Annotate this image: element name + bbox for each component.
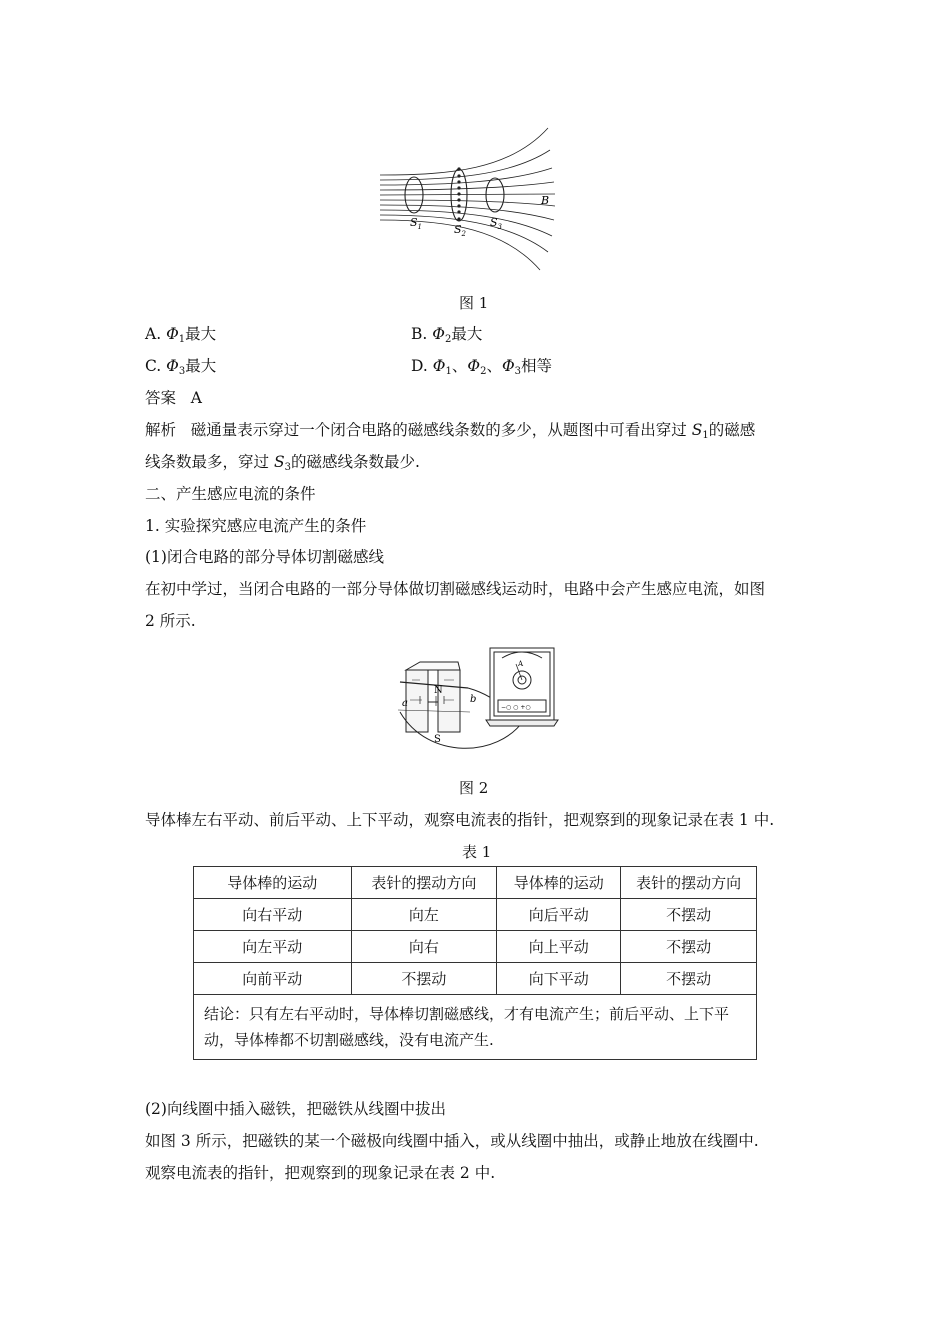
figure2-terminals-label: −○ ○ +○ bbox=[501, 704, 531, 711]
para1-line2: 2 所示. bbox=[145, 612, 196, 630]
analysis-line1: 解析 磁通量表示穿过一个闭合电路的磁感线条数的多少，从题图中可看出穿过 $S_1$的磁感 bbox=[145, 421, 756, 441]
table-cell: 不摆动 bbox=[351, 963, 497, 995]
table-cell: 向左平动 bbox=[194, 931, 352, 963]
table1 bbox=[193, 866, 757, 1060]
table1-caption: 表 1 bbox=[462, 843, 492, 861]
para2: 导体棒左右平动、前后平动、上下平动，观察电流表的指针，把观察到的现象记录在表 1 中. bbox=[145, 811, 775, 829]
figure2-label-a: a bbox=[402, 698, 408, 709]
option-b: B. $\Phi_2$最大 bbox=[411, 325, 483, 345]
figure2-label-s: S bbox=[434, 734, 441, 745]
analysis-line2: 线条数最多，穿过 $S_3$的磁感线条数最少. bbox=[145, 453, 420, 473]
para1-line1: 在初中学过，当闭合电路的一部分导体做切割磁感线运动时，电路中会产生感应电流，如图 bbox=[145, 580, 766, 598]
table1-header-cell: 导体棒的运动 bbox=[194, 867, 352, 899]
figure1-label-b: B bbox=[541, 194, 550, 207]
table-cell: 不摆动 bbox=[621, 963, 757, 995]
table-row bbox=[194, 899, 757, 931]
table-cell: 向右 bbox=[351, 931, 497, 963]
table-cell: 向右平动 bbox=[194, 899, 352, 931]
table-cell: 向左 bbox=[351, 899, 497, 931]
table-row bbox=[194, 931, 757, 963]
table-cell: 向上平动 bbox=[497, 931, 621, 963]
figure1-label-s2: $S_2$ bbox=[454, 223, 467, 238]
figure2-label-n: N bbox=[434, 685, 443, 696]
table1-header-cell: 导体棒的运动 bbox=[497, 867, 621, 899]
sub1-heading: 1. 实验探究感应电流产生的条件 bbox=[145, 517, 367, 535]
table-cell: 向下平动 bbox=[497, 963, 621, 995]
table-cell: 不摆动 bbox=[621, 899, 757, 931]
figure2-label-b: b bbox=[470, 694, 477, 705]
item1-heading: (1)闭合电路的部分导体切割磁感线 bbox=[145, 548, 384, 566]
table1-header-cell: 表针的摆动方向 bbox=[621, 867, 757, 899]
table1-conclusion: 结论：只有左右平动时，导体棒切割磁感线，才有电流产生；前后平动、上下平动，导体棒都不切割磁感线，没有电流产生. bbox=[194, 995, 757, 1060]
para3-line1: 如图 3 所示，把磁铁的某一个磁极向线圈中插入，或从线圈中抽出，或静止地放在线圈中. bbox=[145, 1132, 759, 1150]
figure1-field-lines-diagram bbox=[380, 120, 570, 280]
table-cell: 向前平动 bbox=[194, 963, 352, 995]
table1-header-cell: 表针的摆动方向 bbox=[351, 867, 497, 899]
option-c: C. $\Phi_3$最大 bbox=[145, 357, 217, 377]
option-a: A. $\Phi_1$最大 bbox=[145, 325, 217, 345]
table1-conclusion-row bbox=[194, 995, 757, 1060]
item2-heading: (2)向线圈中插入磁铁，把磁铁从线圈中拔出 bbox=[145, 1100, 446, 1118]
figure1-label-s1: $S_1$ bbox=[410, 216, 423, 231]
table-row bbox=[194, 963, 757, 995]
figure1-caption: 图 1 bbox=[459, 294, 489, 312]
figure2-caption: 图 2 bbox=[459, 779, 489, 797]
section2-heading: 二、产生感应电流的条件 bbox=[145, 485, 316, 503]
table-cell: 向后平动 bbox=[497, 899, 621, 931]
table1-header-row bbox=[194, 867, 757, 899]
figure2-apparatus-diagram bbox=[398, 640, 564, 775]
answer-line: 答案 A bbox=[145, 389, 202, 407]
table-cell: 不摆动 bbox=[621, 931, 757, 963]
figure2-meter-a-label: A bbox=[518, 660, 524, 668]
figure1-label-s3: $S_3$ bbox=[490, 216, 503, 231]
option-d: D. $\Phi_1$、$\Phi_2$、$\Phi_3$相等 bbox=[411, 357, 553, 377]
para3-line2: 观察电流表的指针，把观察到的现象记录在表 2 中. bbox=[145, 1164, 496, 1182]
